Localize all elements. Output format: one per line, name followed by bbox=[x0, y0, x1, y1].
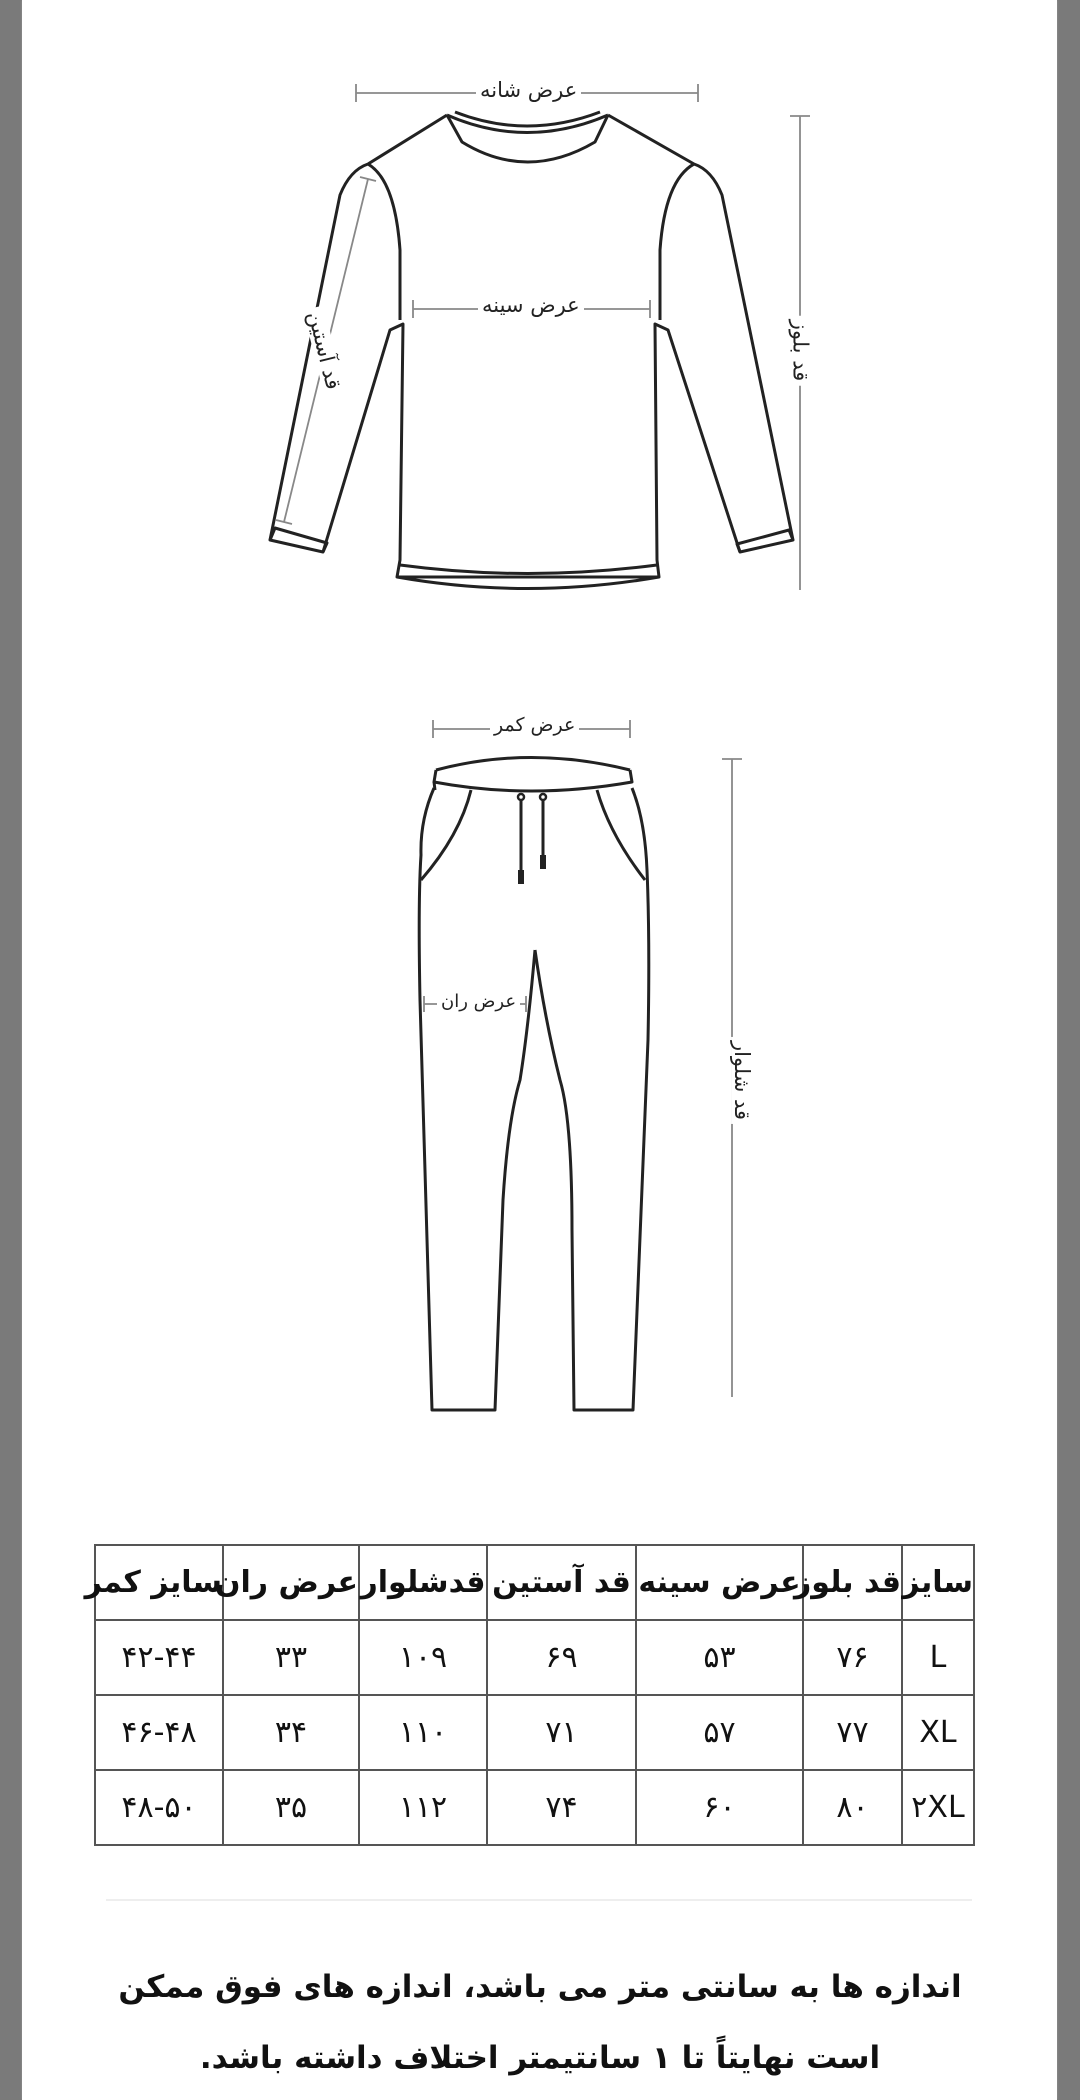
table-header-row bbox=[95, 1545, 974, 1620]
cell-blouse-length: ۸۰ bbox=[803, 1770, 902, 1845]
header-pants-length: قدشلوار bbox=[359, 1545, 487, 1620]
cell-size: XL bbox=[902, 1695, 974, 1770]
cell-thigh-width: ۳۵ bbox=[223, 1770, 359, 1845]
cell-sleeve-length: ۷۱ bbox=[487, 1695, 636, 1770]
cell-blouse-length: ۷۷ bbox=[803, 1695, 902, 1770]
header-size: سایز bbox=[902, 1545, 974, 1620]
cell-waist-size: ۴۲-۴۴ bbox=[95, 1620, 223, 1695]
cell-sleeve-length: ۷۴ bbox=[487, 1770, 636, 1845]
table-row bbox=[95, 1620, 974, 1695]
cell-size: ۲XL bbox=[902, 1770, 974, 1845]
thigh-width-label: عرض ران bbox=[437, 993, 520, 1011]
cell-pants-length: ۱۰۹ bbox=[359, 1620, 487, 1695]
section-divider bbox=[106, 1899, 972, 1901]
size-table bbox=[84, 1544, 975, 1846]
pants-length-label: قد شلوار bbox=[731, 1037, 752, 1124]
cell-sleeve-length: ۶۹ bbox=[487, 1620, 636, 1695]
table-row bbox=[95, 1695, 974, 1770]
footnote-line-1: اندازه ها به سانتی متر می باشد، اندازه های فوق ممکن bbox=[118, 1969, 962, 2005]
cell-size: L bbox=[902, 1620, 974, 1695]
cell-pants-length: ۱۱۰ bbox=[359, 1695, 487, 1770]
sleeve-length-label: قد آستین bbox=[303, 305, 345, 395]
cell-chest-width: ۵۳ bbox=[636, 1620, 803, 1695]
shoulder-width-label: عرض شانه bbox=[476, 80, 581, 101]
header-waist-size: سایز کمر bbox=[95, 1545, 223, 1620]
table-row bbox=[95, 1770, 974, 1845]
cell-thigh-width: ۳۴ bbox=[223, 1695, 359, 1770]
waist-width-label: عرض کمر bbox=[490, 716, 579, 735]
blouse-length-label: قد بلوز bbox=[789, 316, 810, 386]
header-chest-width: عرض سینه bbox=[636, 1545, 803, 1620]
pants-dimension-lines bbox=[424, 720, 742, 1397]
header-sleeve-length: قد آستین bbox=[487, 1545, 636, 1620]
footnote-line-2: است نهایتاً تا ۱ سانتیمتر اختلاف داشته باشد. bbox=[199, 2040, 881, 2076]
cell-chest-width: ۵۷ bbox=[636, 1695, 803, 1770]
cell-chest-width: ۶۰ bbox=[636, 1770, 803, 1845]
header-blouse-length: قد بلوز bbox=[803, 1545, 902, 1620]
cell-pants-length: ۱۱۲ bbox=[359, 1770, 487, 1845]
cell-waist-size: ۴۶-۴۸ bbox=[95, 1695, 223, 1770]
cell-thigh-width: ۳۳ bbox=[223, 1620, 359, 1695]
header-thigh-width: عرض ران bbox=[223, 1545, 359, 1620]
shirt-illustration bbox=[270, 112, 793, 589]
cell-waist-size: ۴۸-۵۰ bbox=[95, 1770, 223, 1845]
cell-blouse-length: ۷۶ bbox=[803, 1620, 902, 1695]
chest-width-label: عرض سینه bbox=[478, 295, 584, 316]
pants-illustration bbox=[419, 758, 649, 1411]
